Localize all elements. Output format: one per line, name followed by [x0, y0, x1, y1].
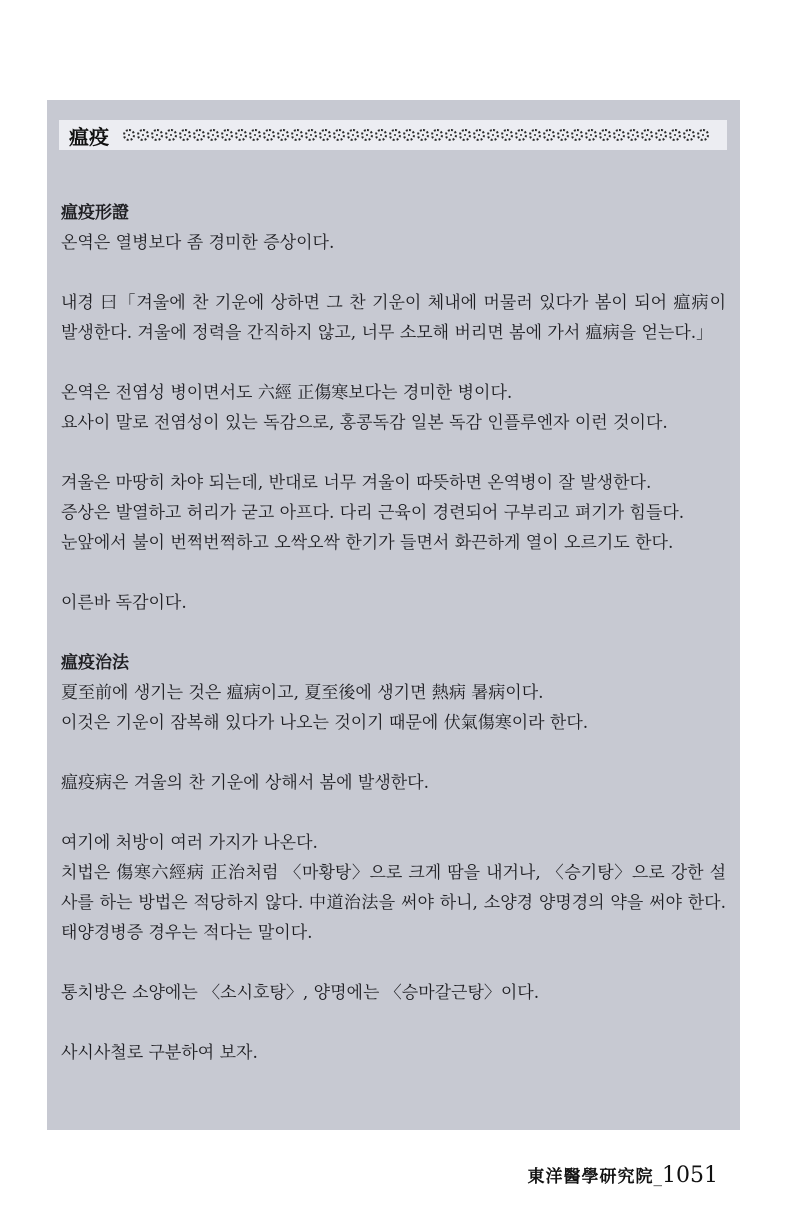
ornament-icon: [277, 129, 289, 141]
ornament-icon: [599, 129, 611, 141]
ornament-icon: [305, 129, 317, 141]
ornament-icon: [459, 129, 471, 141]
heading-treatment: 瘟疫治法: [61, 653, 129, 673]
paragraph: 내경 曰「겨울에 찬 기운에 상하면 그 찬 기운이 체내에 머물러 있다가 봄이 되어 瘟病이 발생한다. 겨울에 정력을 간직하지 않고, 너무 소모해 버리면 봄에 가서 瘟病을 얻는다.」: [61, 293, 726, 343]
ornament-icon: [473, 129, 485, 141]
ornament-icon: [627, 129, 639, 141]
paragraph: 이른바 독감이다.: [61, 593, 187, 613]
ornament-icon: [319, 129, 331, 141]
ornament-icon: [165, 129, 177, 141]
section-title: 瘟疫: [69, 124, 109, 149]
ornament-icon: [655, 129, 667, 141]
paragraph: 눈앞에서 불이 번쩍번쩍하고 오싹오싹 한기가 들면서 화끈하게 열이 오르기도 한다.: [61, 533, 674, 553]
paragraph: 치법은 傷寒六經病 正治처럼 〈마황탕〉으로 크게 땀을 내거나, 〈승기탕〉으로 강한 설사를 하는 방법은 적당하지 않다. 中道治法을 써야 하니, 소양경 양명경의 약을 써야 한다. 태양경병증 경우는 적다는 말이다.: [61, 863, 726, 943]
ornament-icon: [585, 129, 597, 141]
institute-name: 東洋醫學研究院: [527, 1167, 654, 1187]
ornament-icon: [613, 129, 625, 141]
ornament-icon: [431, 129, 443, 141]
section-header: [59, 120, 727, 150]
paragraph: 요사이 말로 전염성이 있는 독감으로, 홍콩독감 일본 독감 인플루엔자 이런 것이다.: [61, 413, 668, 433]
ornament-icon: [263, 129, 275, 141]
ornament-border: [123, 129, 727, 141]
ornament-icon: [291, 129, 303, 141]
ornament-icon: [249, 129, 261, 141]
ornament-icon: [389, 129, 401, 141]
ornament-icon: [207, 129, 219, 141]
ornament-icon: [151, 129, 163, 141]
ornament-icon: [515, 129, 527, 141]
ornament-icon: [669, 129, 681, 141]
ornament-icon: [137, 129, 149, 141]
ornament-icon: [557, 129, 569, 141]
ornament-icon: [543, 129, 555, 141]
ornament-icon: [683, 129, 695, 141]
paragraph: 사시사철로 구분하여 보자.: [61, 1043, 258, 1063]
paragraph: 겨울은 마땅히 차야 되는데, 반대로 너무 겨울이 따뜻하면 온역병이 잘 발생한다.: [61, 473, 652, 493]
ornament-icon: [445, 129, 457, 141]
ornament-icon: [417, 129, 429, 141]
ornament-icon: [403, 129, 415, 141]
paragraph: 온역은 열병보다 좀 경미한 증상이다.: [61, 233, 335, 253]
paragraph: 이것은 기운이 잠복해 있다가 나오는 것이기 때문에 伏氣傷寒이라 한다.: [61, 713, 589, 733]
ornament-icon: [501, 129, 513, 141]
ornament-icon: [641, 129, 653, 141]
ornament-icon: [487, 129, 499, 141]
paragraph: 통치방은 소양에는 〈소시호탕〉, 양명에는 〈승마갈근탕〉이다.: [61, 983, 540, 1003]
ornament-icon: [221, 129, 233, 141]
ornament-icon: [697, 129, 709, 141]
ornament-icon: [235, 129, 247, 141]
ornament-icon: [361, 129, 373, 141]
paragraph: 증상은 발열하고 허리가 굳고 아프다. 다리 근육이 경련되어 구부리고 펴기가 힘들다.: [61, 503, 685, 523]
paragraph: 夏至前에 생기는 것은 瘟病이고, 夏至後에 생기면 熱病 暑病이다.: [61, 683, 544, 703]
page-footer: [528, 1162, 719, 1188]
page-number: 1051: [662, 1163, 718, 1188]
footer-separator: _: [653, 1167, 662, 1187]
ornament-icon: [375, 129, 387, 141]
article-body: [61, 198, 726, 1068]
ornament-icon: [193, 129, 205, 141]
paragraph: 온역은 전염성 병이면서도 六經 正傷寒보다는 경미한 병이다.: [61, 383, 513, 403]
ornament-icon: [571, 129, 583, 141]
ornament-icon: [179, 129, 191, 141]
heading-symptoms: 瘟疫形證: [61, 203, 129, 223]
ornament-icon: [333, 129, 345, 141]
ornament-icon: [529, 129, 541, 141]
paragraph: 여기에 처방이 여러 가지가 나온다.: [61, 833, 318, 853]
paragraph: 瘟疫病은 겨울의 찬 기운에 상해서 봄에 발생한다.: [61, 773, 429, 793]
content-panel: [47, 100, 740, 1130]
ornament-icon: [123, 129, 135, 141]
ornament-icon: [347, 129, 359, 141]
